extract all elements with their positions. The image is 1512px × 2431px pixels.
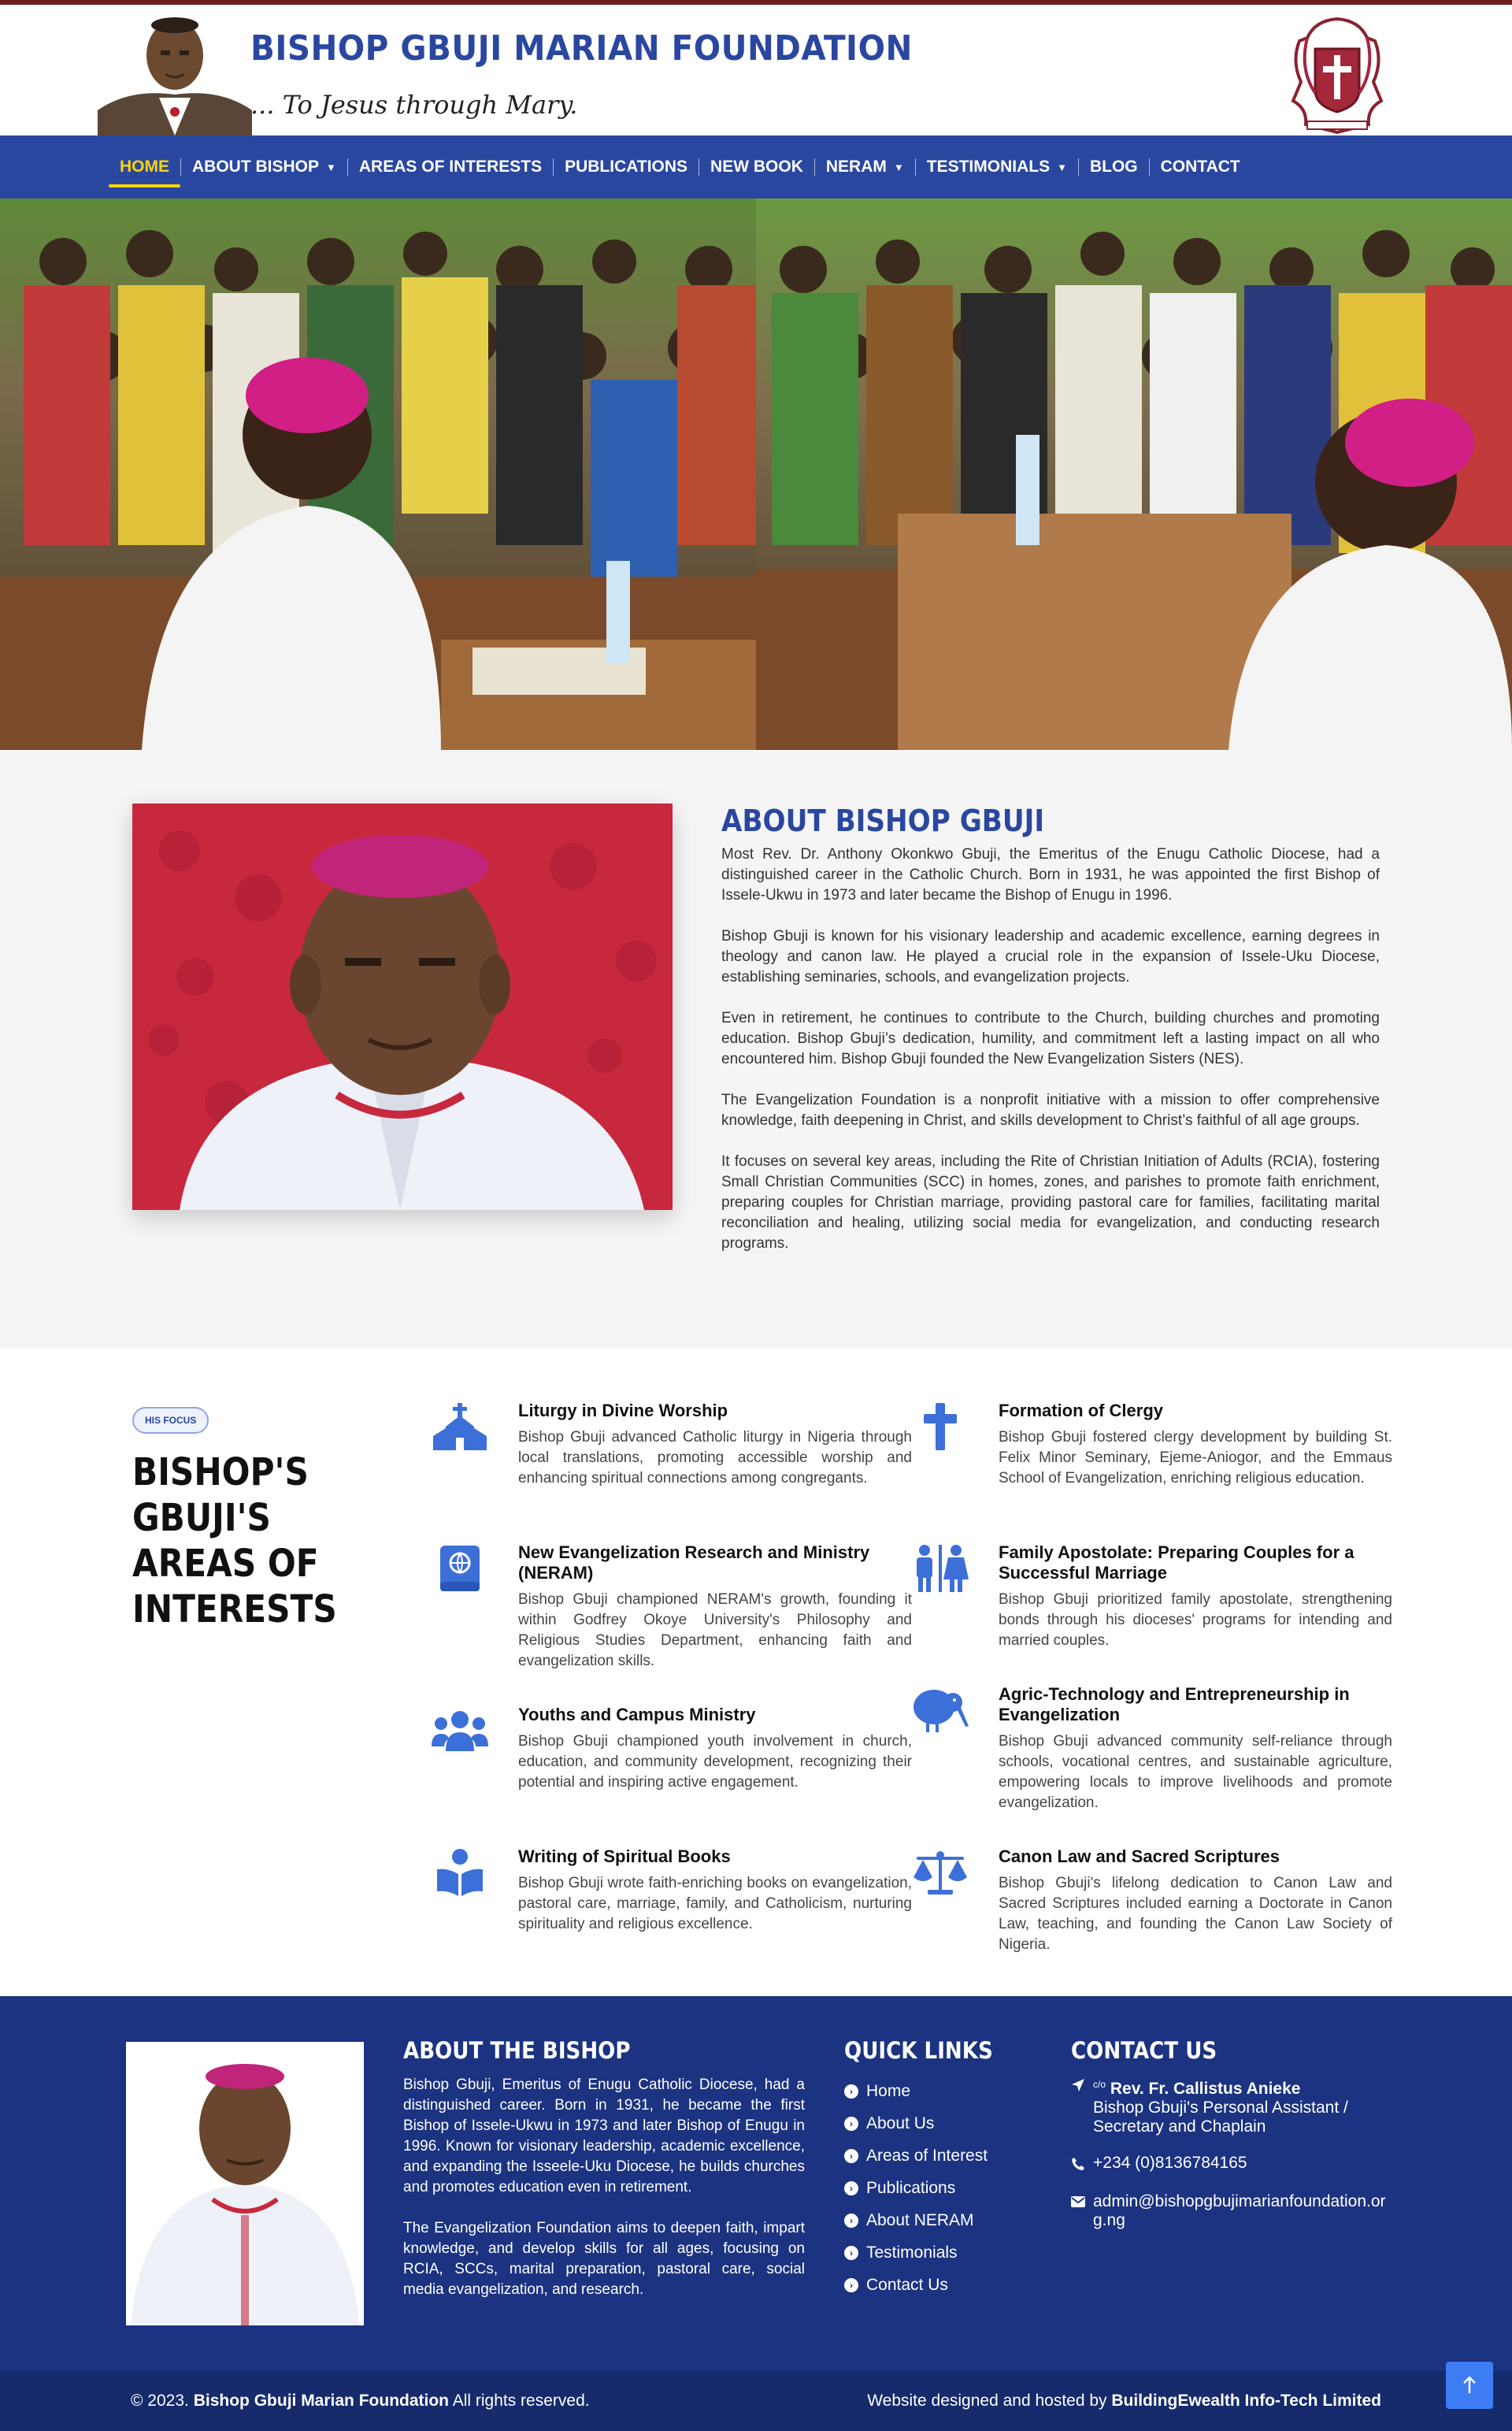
nav-blog[interactable]: BLOG	[1089, 158, 1138, 176]
focus-item-body	[999, 1542, 1392, 1651]
nav-about-bishop[interactable]: ABOUT BISHOP ▼	[192, 158, 336, 176]
footer-contact	[1071, 2037, 1402, 2247]
focus-item-title: New Evangelization Research and Ministry (NERAM)	[518, 1542, 870, 1583]
about-text-block	[721, 804, 1380, 1275]
focus-item-text: Bishop Gbuji championed NERAM's growth, founding it within Godfrey Okoye University's Philosophy and Religious Studies Department, enhancing faith and evangelization skills.	[518, 1591, 912, 1669]
chevron-right-icon: ›	[844, 2084, 858, 2099]
areas-of-interest-section	[0, 1349, 1512, 1996]
caret-down-icon: ▼	[326, 161, 336, 173]
contact-role: Bishop Gbuji's Personal Assistant / Secretary and Chaplain	[1093, 2099, 1348, 2136]
nav-areas-of-interests[interactable]: AREAS OF INTERESTS	[358, 158, 543, 176]
footer-about-paragraph: The Evangelization Foundation aims to deepen faith, impart knowledge, and develop skills for all ages, focusing on RCIA, SCCs, marital preparation, pastoral care, social media evangelization, and research.	[403, 2220, 805, 2298]
about-section	[0, 750, 1512, 1349]
chevron-right-icon: ›	[844, 2181, 858, 2195]
focus-item-body	[518, 1705, 912, 1793]
chevron-right-icon: ›	[844, 2278, 858, 2292]
caret-down-icon: ▼	[893, 161, 904, 173]
cross-icon	[912, 1401, 969, 1453]
footer-links-heading: QUICK LINKS	[844, 2037, 993, 2064]
focus-badge: HIS FOCUS	[132, 1407, 209, 1434]
footer-bishop-photo	[126, 2042, 364, 2325]
hero-photo-right	[756, 199, 1512, 750]
footer-link-publications[interactable]: › Publications	[844, 2172, 1033, 2204]
kiwi-bird-icon	[912, 1684, 969, 1736]
site-title[interactable]: BISHOP GBUJI MARIAN FOUNDATION	[250, 28, 913, 69]
focus-item-body	[999, 1401, 1392, 1489]
about-paragraph: Even in retirement, he continues to contribute to the Church, building churches and promoting education. Bishop Gbuji’s dedication, humility, and commitment left a lasting impact on all who encountered him. Bishop Gbuji founded the New Evangelization Sisters (NES).	[721, 1010, 1380, 1067]
footer-about-heading: ABOUT THE BISHOP	[403, 2037, 631, 2064]
focus-item-body	[518, 1401, 912, 1489]
phone-icon	[1071, 2157, 1093, 2175]
chevron-right-icon: ›	[844, 2117, 858, 2131]
focus-item-text: Bishop Gbuji wrote faith-enriching books on evangelization, pastoral care, marriage, family, and Catholicism, nurturing spirituality and religious excellence.	[518, 1875, 912, 1932]
balance-scale-icon	[912, 1846, 969, 1898]
nav-new-book[interactable]: NEW BOOK	[710, 158, 803, 176]
arrow-up-icon	[1462, 2377, 1477, 2394]
focus-item-text: Bishop Gbuji advanced community self-reliance through schools, vocational centres, and sustainable agriculture, empowering locals to improve livelihoods and promote evangelization.	[999, 1733, 1392, 1811]
focus-item-title: Writing of Spiritual Books	[518, 1846, 731, 1866]
contact-name: Rev. Fr. Callistus Anieke	[1110, 2080, 1301, 2098]
credit-link[interactable]: BuildingEwealth Info-Tech Limited	[1111, 2392, 1381, 2410]
focus-item-body	[999, 1846, 1392, 1955]
contact-email-row	[1071, 2192, 1402, 2230]
nav-testimonials[interactable]: TESTIMONIALS ▼	[926, 158, 1067, 176]
footer-contact-heading: CONTACT US	[1071, 2037, 1217, 2064]
caret-down-icon: ▼	[1057, 161, 1067, 173]
focus-item-title: Canon Law and Sacred Scriptures	[999, 1846, 1280, 1866]
main-navigation	[0, 135, 1512, 199]
footer-link-home[interactable]: › Home	[844, 2075, 1033, 2107]
footer-about	[403, 2037, 805, 2321]
focus-item-body	[999, 1684, 1392, 1813]
contact-care-of: c/o	[1093, 2079, 1106, 2090]
site-header	[0, 5, 1512, 135]
focus-item-title: Youths and Campus Ministry	[518, 1705, 756, 1724]
envelope-icon	[1071, 2195, 1093, 2212]
bishop-photo	[132, 804, 673, 1210]
focus-item-text: Bishop Gbuji advanced Catholic liturgy in Nigeria through local translations, promoting accessible worship and enhancing spiritual connections among congregants.	[518, 1429, 912, 1486]
focus-item-title: Formation of Clergy	[999, 1401, 1164, 1420]
site-tagline: ... To Jesus through Mary.	[250, 90, 578, 120]
about-paragraph: Most Rev. Dr. Anthony Okonkwo Gbuji, the Emeritus of the Enugu Catholic Diocese, had a distinguished career in the Catholic Church. Born in 1931, he was appointed the first Bishop of Issele-Ukwu in 1973 and later became the Bishop of Enugu in 1996.	[721, 846, 1380, 904]
copyright-bar	[0, 2371, 1512, 2431]
focus-item-body	[518, 1542, 912, 1672]
chevron-right-icon: ›	[844, 2149, 858, 2163]
coat-of-arms-icon	[1284, 14, 1391, 135]
footer-link-about-neram[interactable]: › About NERAM	[844, 2204, 1033, 2236]
focus-item-body	[518, 1846, 912, 1935]
footer-about-paragraph: Bishop Gbuji, Emeritus of Enugu Catholic Diocese, had a distinguished career. Born in 1931, he became the first Bishop of Issele-Ukwu in 1973 and later Bishop of Enugu in 1996. Known for visionary leadership, academic excellence, and expanding the Isseele-Uku Diocese, he builds churches and promotes education even in retirement.	[403, 2077, 805, 2195]
church-icon	[432, 1401, 488, 1453]
copyright-text: © 2023. Bishop Gbuji Marian Foundation All rights reserved.	[131, 2392, 590, 2410]
contact-person	[1071, 2075, 1402, 2136]
footer-link-areas-of-interest[interactable]: › Areas of Interest	[844, 2140, 1033, 2172]
chevron-right-icon: ›	[844, 2214, 858, 2228]
focus-item-text: Bishop Gbuji's lifelong dedication to Canon Law and Sacred Scriptures included earning a Doctorate in Canon Law, teaching, and founding the Canon Law Society of Nigeria.	[999, 1875, 1392, 1953]
contact-phone[interactable]: +234 (0)8136784165	[1093, 2154, 1247, 2172]
contact-email[interactable]: admin@bishopgbujimarianfoundation.org.ng	[1093, 2192, 1386, 2229]
contact-phone-row	[1071, 2154, 1402, 2175]
footer-quick-links	[844, 2037, 1033, 2301]
restroom-icon	[912, 1542, 969, 1594]
about-heading: ABOUT BISHOP GBUJI	[721, 804, 1045, 838]
footer-link-about-us[interactable]: › About Us	[844, 2107, 1033, 2140]
nav-home[interactable]: HOME	[109, 135, 180, 199]
focus-item-text: Bishop Gbuji prioritized family apostolate, strengthening bonds through his dioceses' programs for intending and married couples.	[999, 1591, 1392, 1649]
about-paragraph: It focuses on several key areas, including the Rite of Christian Initiation of Adults (RCIA), fostering Small Christian Communities (SCC) in homes, zones, and parishes to promote faith enrichment, preparing couples for Christian marriage, providing pastoral care for families, facilitating marital reconciliation and healing, utilizing social media for evangelization, and conducting research programs.	[721, 1153, 1380, 1252]
hero-photo-left	[0, 199, 756, 750]
credit-text: Website designed and hosted by BuildingEwealth Info-Tech Limited	[867, 2392, 1381, 2410]
focus-item-title: Liturgy in Divine Worship	[518, 1401, 728, 1420]
footer-link-contact-us[interactable]: › Contact Us	[844, 2269, 1033, 2301]
scroll-to-top-button[interactable]	[1446, 2362, 1493, 2409]
focus-item-title: Family Apostolate: Preparing Couples for a Successful Marriage	[999, 1542, 1354, 1583]
users-icon	[432, 1705, 488, 1757]
hero-banner	[0, 199, 1512, 750]
site-footer	[0, 1996, 1512, 2371]
focus-item-text: Bishop Gbuji fostered clergy development by building St. Felix Minor Seminary, Ejeme-Aniogor, and the Emmaus School of Evangelization, enriching religious education.	[999, 1429, 1392, 1486]
about-paragraph: The Evangelization Foundation is a nonprofit initiative with a mission to offer comprehensive knowledge, faith deepening in Christ, and skills development to Christ’s faithful of all age groups.	[721, 1092, 1380, 1129]
location-arrow-icon	[1071, 2078, 1093, 2096]
focus-title: BISHOP'S GBUJI'S AREAS OF INTERESTS	[132, 1450, 337, 1631]
focus-item-text: Bishop Gbuji championed youth involvement in church, education, and community development, recognizing their potential and inspiring active engagement.	[518, 1733, 912, 1791]
nav-contact[interactable]: CONTACT	[1160, 158, 1240, 176]
bishop-portrait-logo[interactable]	[98, 9, 252, 135]
bible-icon	[432, 1542, 488, 1594]
nav-neram[interactable]: NERAM ▼	[825, 158, 904, 176]
footer-link-testimonials[interactable]: › Testimonials	[844, 2236, 1033, 2269]
about-paragraph: Bishop Gbuji is known for his visionary leadership and academic excellence, earning degrees in theology and canon law. He played a crucial role in the expansion of Issele-Uku Diocese, establishing seminaries, schools, and evangelization projects.	[721, 928, 1380, 985]
book-reader-icon	[432, 1846, 488, 1898]
nav-publications[interactable]: PUBLICATIONS	[565, 158, 688, 176]
focus-item-title: Agric-Technology and Entrepreneurship in Evangelization	[999, 1684, 1350, 1724]
chevron-right-icon: ›	[844, 2246, 858, 2260]
